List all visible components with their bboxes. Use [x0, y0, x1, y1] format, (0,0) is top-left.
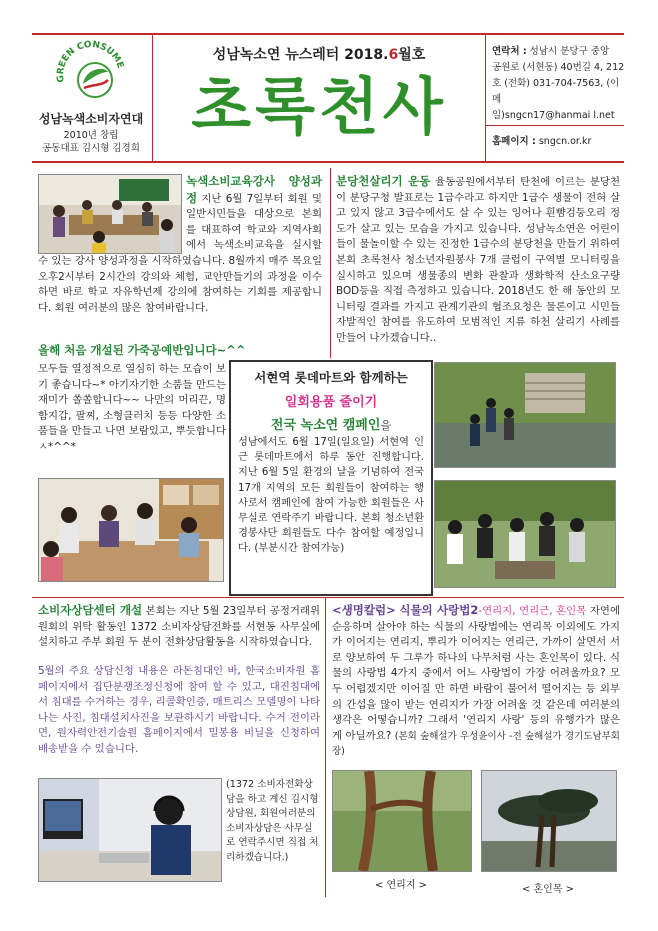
org-founded: 2010년 창립: [63, 130, 119, 141]
homepage-label: 홈페이지 :: [492, 136, 536, 147]
photo-phone-counselor: [38, 778, 222, 882]
article-center-heading: 소비자상담센터 개설: [38, 603, 143, 617]
campaign-line1: 서현역 롯데마트와 함께하는: [254, 370, 408, 385]
subtitle-prefix: 성남녹소연 뉴스레터 2018.: [212, 47, 389, 63]
newsletter-subtitle: [160, 44, 478, 64]
photo-youth-volunteers: [434, 480, 616, 588]
column-divider-top: [330, 168, 331, 358]
campaign-line3-tail: 을: [380, 419, 392, 432]
masthead-divider-left: [152, 35, 153, 161]
article-edu-text: 지난 6월 7일부터 회원 및 일반시민들을 대상으로 본회를 대표하여 학교와 지역사회에서 녹색소비교육을 실시할 수 있는 강사 양성과정을 시작하였습니다. 8월까지 매주 목요일 오후2시부터 2시간의 강의와 체험, 교안만들기의 과정을 이수하면 바로 학교 자유학년제 강의에 참여하는 기회를 제공합니다. 회원 여러분의 많은 참여바랍니다.: [38, 192, 322, 314]
section-divider: [32, 597, 624, 598]
column-heading-tag: <생명칼럼>: [332, 603, 396, 617]
article-edu: [38, 174, 322, 316]
logo-text: GREEN CONSUME: [55, 39, 125, 84]
homepage-link[interactable]: sngcn.or.kr: [538, 136, 592, 147]
masthead-divider-right: [485, 35, 486, 161]
campaign-line2: 일회용품 줄이기: [284, 395, 378, 410]
org-name: 성남녹색소비자연대: [38, 112, 144, 126]
contact-block: [492, 44, 626, 124]
photo-honinmok-tree: [481, 770, 617, 872]
org-reps: 공동대표 김시형 김경희: [42, 143, 140, 154]
photo-stream-monitoring: [434, 362, 616, 468]
masthead-top-rule: [32, 33, 624, 35]
article-center: [38, 603, 320, 651]
photo-yeonriji-tree: [332, 770, 472, 872]
photo-leather-craft: [38, 478, 224, 582]
contact-label: 연락처 :: [492, 46, 527, 57]
article-craft-heading: 올해 처음 개설된 가죽공예반입니다~^^: [38, 343, 246, 357]
article-edu-heading: 녹색소비교육강사 양성과정: [186, 174, 322, 205]
column-credit: (본회 숲해설가 우성윤이사 -전 숲해설가 경기도남부회장): [332, 730, 620, 758]
contact-divider: [486, 125, 624, 126]
column-divider-bottom: [325, 597, 326, 897]
article-center-text2: 5월의 주요 상담신청 내용은 라돈침대인 바, 한국소비자원 홈페이지에서 집단분쟁조정신청에 참여 할 수 있고, 대진침대에서 침대를 수거하는 경우, 리콜확인증, 매트리스 모델명이 나타나는 사진, 침대설치사진을 보관하시기 바랍니다. 수거 전이라면, 원자력안전기술원 홈페이지에서 밀봉용 비닐을 신청하여 배송받을 수 있습니다.: [38, 665, 320, 755]
contact-email: 일)sngcn17@hanmai l.net: [492, 110, 615, 121]
column-heading-tail: -연리지, 연리근, 혼인목: [478, 605, 587, 617]
subtitle-month: 6: [388, 47, 399, 63]
contact-line2: 공원로 (서현동) 40번길 4, 212: [492, 62, 625, 73]
contact-line3: 호 (전화) 031-704-7563, (이메: [492, 78, 620, 105]
campaign-line3-wrap: [231, 414, 431, 433]
caption-yeonriji: < 연리지 >: [374, 880, 428, 891]
campaign-text: 성남에서도 6월 17일(일요일) 서현역 인근 롯데마트에서 하루 동안 진행합니다. 지난 6월 5일 환경의 날을 기념하여 전국 17개 지역의 모든 회원들이 참여하는 행사로서 캠페인에 참여 가능한 회원들은 사무실로 연락주기 바랍니다. 본회 청소년환경봉사단 회원들도 다수 참여할 예정입니다. (부분시간 참여가능): [238, 437, 424, 555]
article-column: [332, 603, 620, 760]
article-stream-text: 율동공원에서부터 탄천에 이르는 분당천이 분당구청 발표로는 1급수라고 하지만 1급수 생물이 전혀 살고 있지 않고 3급수에서도 살 수 있는 잉어나 흰뺨검둥오리 정도가 살고 있는 모습을 가지고 있습니다. 성남녹소연은 어린이들이 물놀이할 수 있는 진정한 1급수의 분당천을 만들기 위하여 본회 초록천사 청소년자원봉사 7개 클럽이 구역별 모니터링을 실시하고 있으며 생물종의 변화 관찰과 생화학적 산소요구량 BOD등을 직접 측정하고 있습니다. 2018년도 한 해 동안의 모니터링 결과를 가지고 관계기관의 협조요청은 물론이고 시민들 자발적인 참여를 유도하여 모범적인 지류 하천 살리기 사례를 만들어 나가겠습니다..: [336, 176, 620, 344]
article-center-text1: 본회는 지난 5월 23일부터 공정거래위원회의 위탁 활동인 1372 소비자상담전화를 서현동 사무실에 설치하고 주부 회원 두 분이 전화상담활동을 시작하였습니다.: [38, 605, 320, 649]
article-stream: [336, 174, 620, 347]
campaign-line3: 전국 녹소연 캠페인: [270, 418, 381, 433]
masthead-bottom-rule: [32, 161, 624, 163]
article-stream-heading: 분당천살리기 운동: [336, 174, 431, 188]
homepage-block: [492, 133, 591, 147]
campaign-box: [229, 360, 433, 596]
contact-line1: 성남시 분당구 중앙: [529, 46, 610, 57]
column-heading-main: 식물의 사랑법2: [399, 603, 479, 617]
caption-honinmok: < 혼인목 >: [521, 884, 575, 895]
newsletter-title: 초록천사: [191, 70, 447, 143]
column-text: 자연에 순응하며 살아야 하는 식물의 사랑법에는 연리목 이외에도 가지가 이어지는 연리지, 뿌리가 이어지는 연리근, 가까이 살면서 서로 양보하여 두 그루가 하나의 나무처럼 사는 혼인목이 있다. 식물의 사랑법 4가지 중에서 어느 사랑법이 가장 어려울까요? 모두 어렵겠지만 이어질 만 하면 바람이 불어서 떨어지는 등 외부의 간섭을 많이 받는 연리지가 가장 어려울 것 같은데 여러분의 생각은 어떻습니까? 그래서 '연리지 사랑' 등의 유행가가 많은 게 아닐까요?: [332, 605, 620, 742]
article-craft-text: 모두들 열정적으로 열심히 하는 모습이 보기 좋습니다~* 아기자기한 소품들 만드는 재미가 쏠쏠합니다~~ 나만의 머리끈, 명함지갑, 팔찌, 소형클러치 등등 다양한 소품들을 만들고 나면 보람있고, 뿌듯합니다ㅅ*^^*: [38, 363, 226, 453]
green-consumer-logo: [50, 38, 132, 108]
photo-caption-counselor: (1372 소비자전화상담을 하고 계신 김시형 상담원, 회원여러분의 소비자상담은 사무실로 연락주시면 직접 처리하겠습니다.): [226, 779, 319, 863]
subtitle-suffix: 월호: [398, 47, 426, 63]
